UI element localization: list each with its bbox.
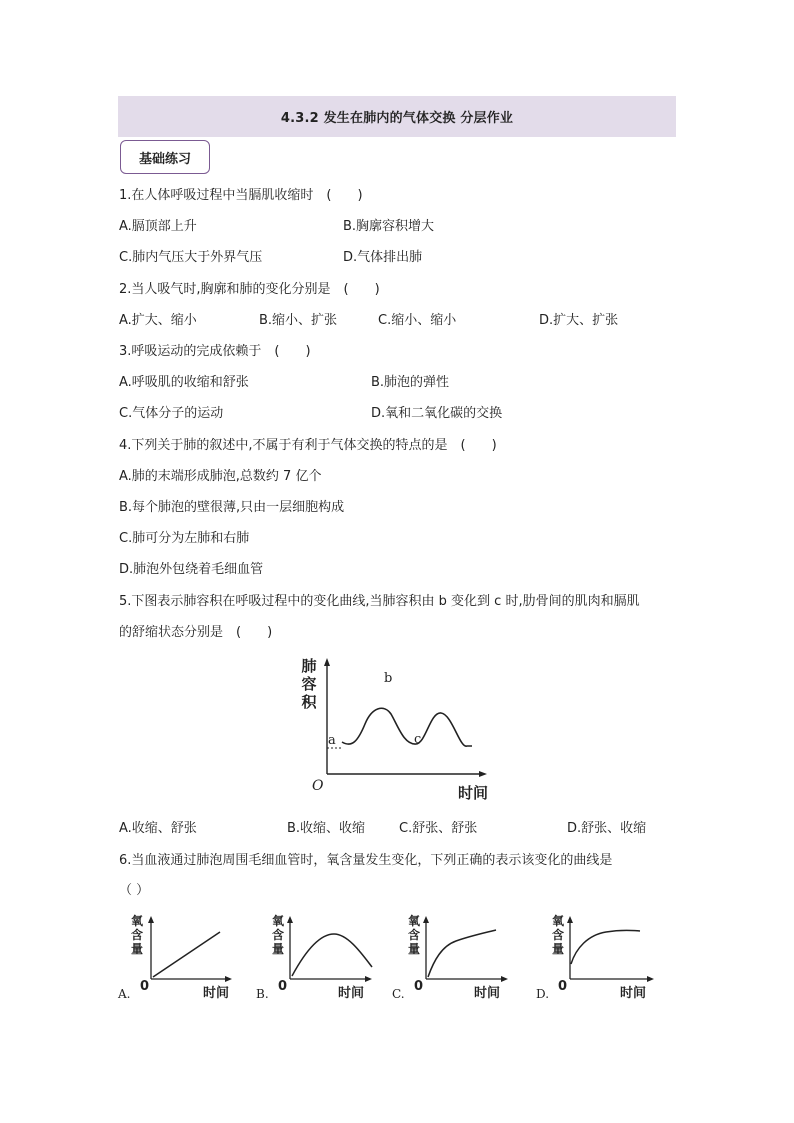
question-2-option-c: C.缩小、缩小	[378, 313, 457, 328]
graph-d-y-arrow	[567, 916, 573, 923]
question-1-option-d: D.气体排出肺	[343, 250, 423, 265]
oxygen-graph-b	[254, 910, 379, 1006]
graph-c-letter: C.	[392, 987, 405, 1001]
graph-a-x-arrow	[225, 976, 232, 982]
graph-b-origin: 0	[278, 979, 288, 994]
graph-b-x-arrow	[365, 976, 372, 982]
question-6-stem-line-1: 6.当血液通过肺泡周围毛细血管时，氧含量发生变化，下列正确的表示该变化的曲线是	[119, 853, 613, 868]
question-4-option-d: D.肺泡外包绕着毛细血管	[119, 562, 264, 577]
question-1-option-c: C.肺内气压大于外界气压	[119, 250, 263, 265]
graph-d-x-arrow	[647, 976, 654, 982]
question-1-option-a: A.膈顶部上升	[119, 219, 197, 234]
figure-ylabel-char-3: 积	[301, 693, 317, 711]
question-3-option-a: A.呼吸肌的收缩和舒张	[119, 375, 249, 390]
graph-b-xlabel: 时间	[338, 986, 365, 1001]
graph-c-x-arrow	[501, 976, 508, 982]
question-4-option-b: B.每个肺泡的壁很薄,只由一层细胞构成	[119, 500, 345, 515]
graph-b-ylabel-3: 量	[271, 942, 285, 956]
figure-y-arrow	[324, 658, 330, 666]
graph-a-xlabel: 时间	[203, 986, 230, 1001]
graph-d-origin: 0	[558, 979, 568, 994]
graph-c-ylabel-3: 量	[407, 942, 421, 956]
question-2-option-b: B.缩小、扩张	[259, 313, 338, 328]
question-4-option-c: C.肺可分为左肺和右肺	[119, 531, 250, 546]
graph-c-ylabel-1: 氧	[407, 914, 421, 928]
oxygen-graph-d	[534, 910, 664, 1006]
graph-a-origin: 0	[140, 979, 150, 994]
graph-d-letter: D.	[536, 987, 550, 1001]
graph-c-ylabel-2: 含	[407, 928, 421, 942]
question-3-option-d: D.氧和二氧化碳的交换	[371, 406, 503, 421]
lung-volume-figure	[290, 652, 500, 804]
graph-a-curve	[153, 932, 220, 977]
figure-ylabel-char-2: 容	[301, 675, 317, 693]
question-1-option-b: B.胸廓容积增大	[343, 219, 435, 234]
graph-d-curve	[571, 930, 640, 964]
question-3-option-c: C.气体分子的运动	[119, 406, 224, 421]
section-label: 基础练习	[138, 151, 191, 167]
oxygen-graph-c	[390, 910, 515, 1006]
figure-origin: O	[312, 778, 324, 794]
question-3-option-b: B.肺泡的弹性	[371, 375, 450, 390]
graph-b-ylabel-2: 含	[271, 928, 285, 942]
figure-x-arrow	[479, 771, 487, 777]
graph-b-y-arrow	[287, 916, 293, 923]
graph-c-y-arrow	[423, 916, 429, 923]
question-4-stem: 4.下列关于肺的叙述中,不属于有利于气体交换的特点的是 ( )	[119, 438, 497, 453]
question-2-option-a: A.扩大、缩小	[119, 313, 197, 328]
graph-d-ylabel-3: 量	[551, 942, 565, 956]
question-3-stem: 3.呼吸运动的完成依赖于 ( )	[119, 344, 311, 359]
graph-b-letter: B.	[256, 987, 269, 1001]
graph-d-ylabel-1: 氧	[551, 914, 565, 928]
question-6-stem-line-2: （ ）	[119, 883, 150, 898]
graph-b-ylabel-1: 氧	[271, 914, 285, 928]
question-1-stem: 1.在人体呼吸过程中当膈肌收缩时 ( )	[119, 188, 363, 203]
graph-b-curve	[292, 934, 372, 976]
question-5-option-d: D.舒张、收缩	[567, 821, 647, 836]
graph-a-ylabel-1: 氧	[130, 914, 144, 928]
question-5-option-c: C.舒张、舒张	[399, 821, 478, 836]
title-bar	[118, 96, 676, 137]
figure-ylabel-char-1: 肺	[301, 657, 317, 675]
question-5-option-a: A.收缩、舒张	[119, 821, 197, 836]
figure-xlabel: 时间	[458, 784, 489, 802]
section-label-box	[120, 140, 210, 174]
question-2-stem: 2.当人吸气时,胸廓和肺的变化分别是 ( )	[119, 282, 380, 297]
graph-a-letter: A.	[118, 987, 131, 1001]
question-4-option-a: A.肺的末端形成肺泡,总数约 7 亿个	[119, 469, 322, 484]
graph-a-y-arrow	[148, 916, 154, 923]
graph-c-curve	[428, 930, 496, 977]
figure-point-c: c	[414, 732, 422, 747]
question-5-stem-line-2: 的舒缩状态分别是 ( )	[119, 625, 273, 640]
oxygen-graph-a	[116, 910, 236, 1006]
graph-a-ylabel-3: 量	[130, 942, 144, 956]
page-title: 4.3.2 发生在肺内的气体交换 分层作业	[280, 111, 514, 126]
figure-point-b: b	[384, 671, 393, 686]
graph-d-ylabel-2: 含	[551, 928, 565, 942]
graph-a-ylabel-2: 含	[130, 928, 144, 942]
graph-d-xlabel: 时间	[620, 986, 647, 1001]
figure-volume-curve	[342, 708, 472, 746]
graph-c-xlabel: 时间	[474, 986, 501, 1001]
graph-c-origin: 0	[414, 979, 424, 994]
figure-point-a: a	[328, 733, 336, 748]
question-5-stem-line-1: 5.下图表示肺容积在呼吸过程中的变化曲线,当肺容积由 b 变化到 c 时,肋骨间的肌肉和膈肌	[119, 594, 640, 609]
question-2-option-d: D.扩大、扩张	[539, 313, 619, 328]
question-5-option-b: B.收缩、收缩	[287, 821, 366, 836]
